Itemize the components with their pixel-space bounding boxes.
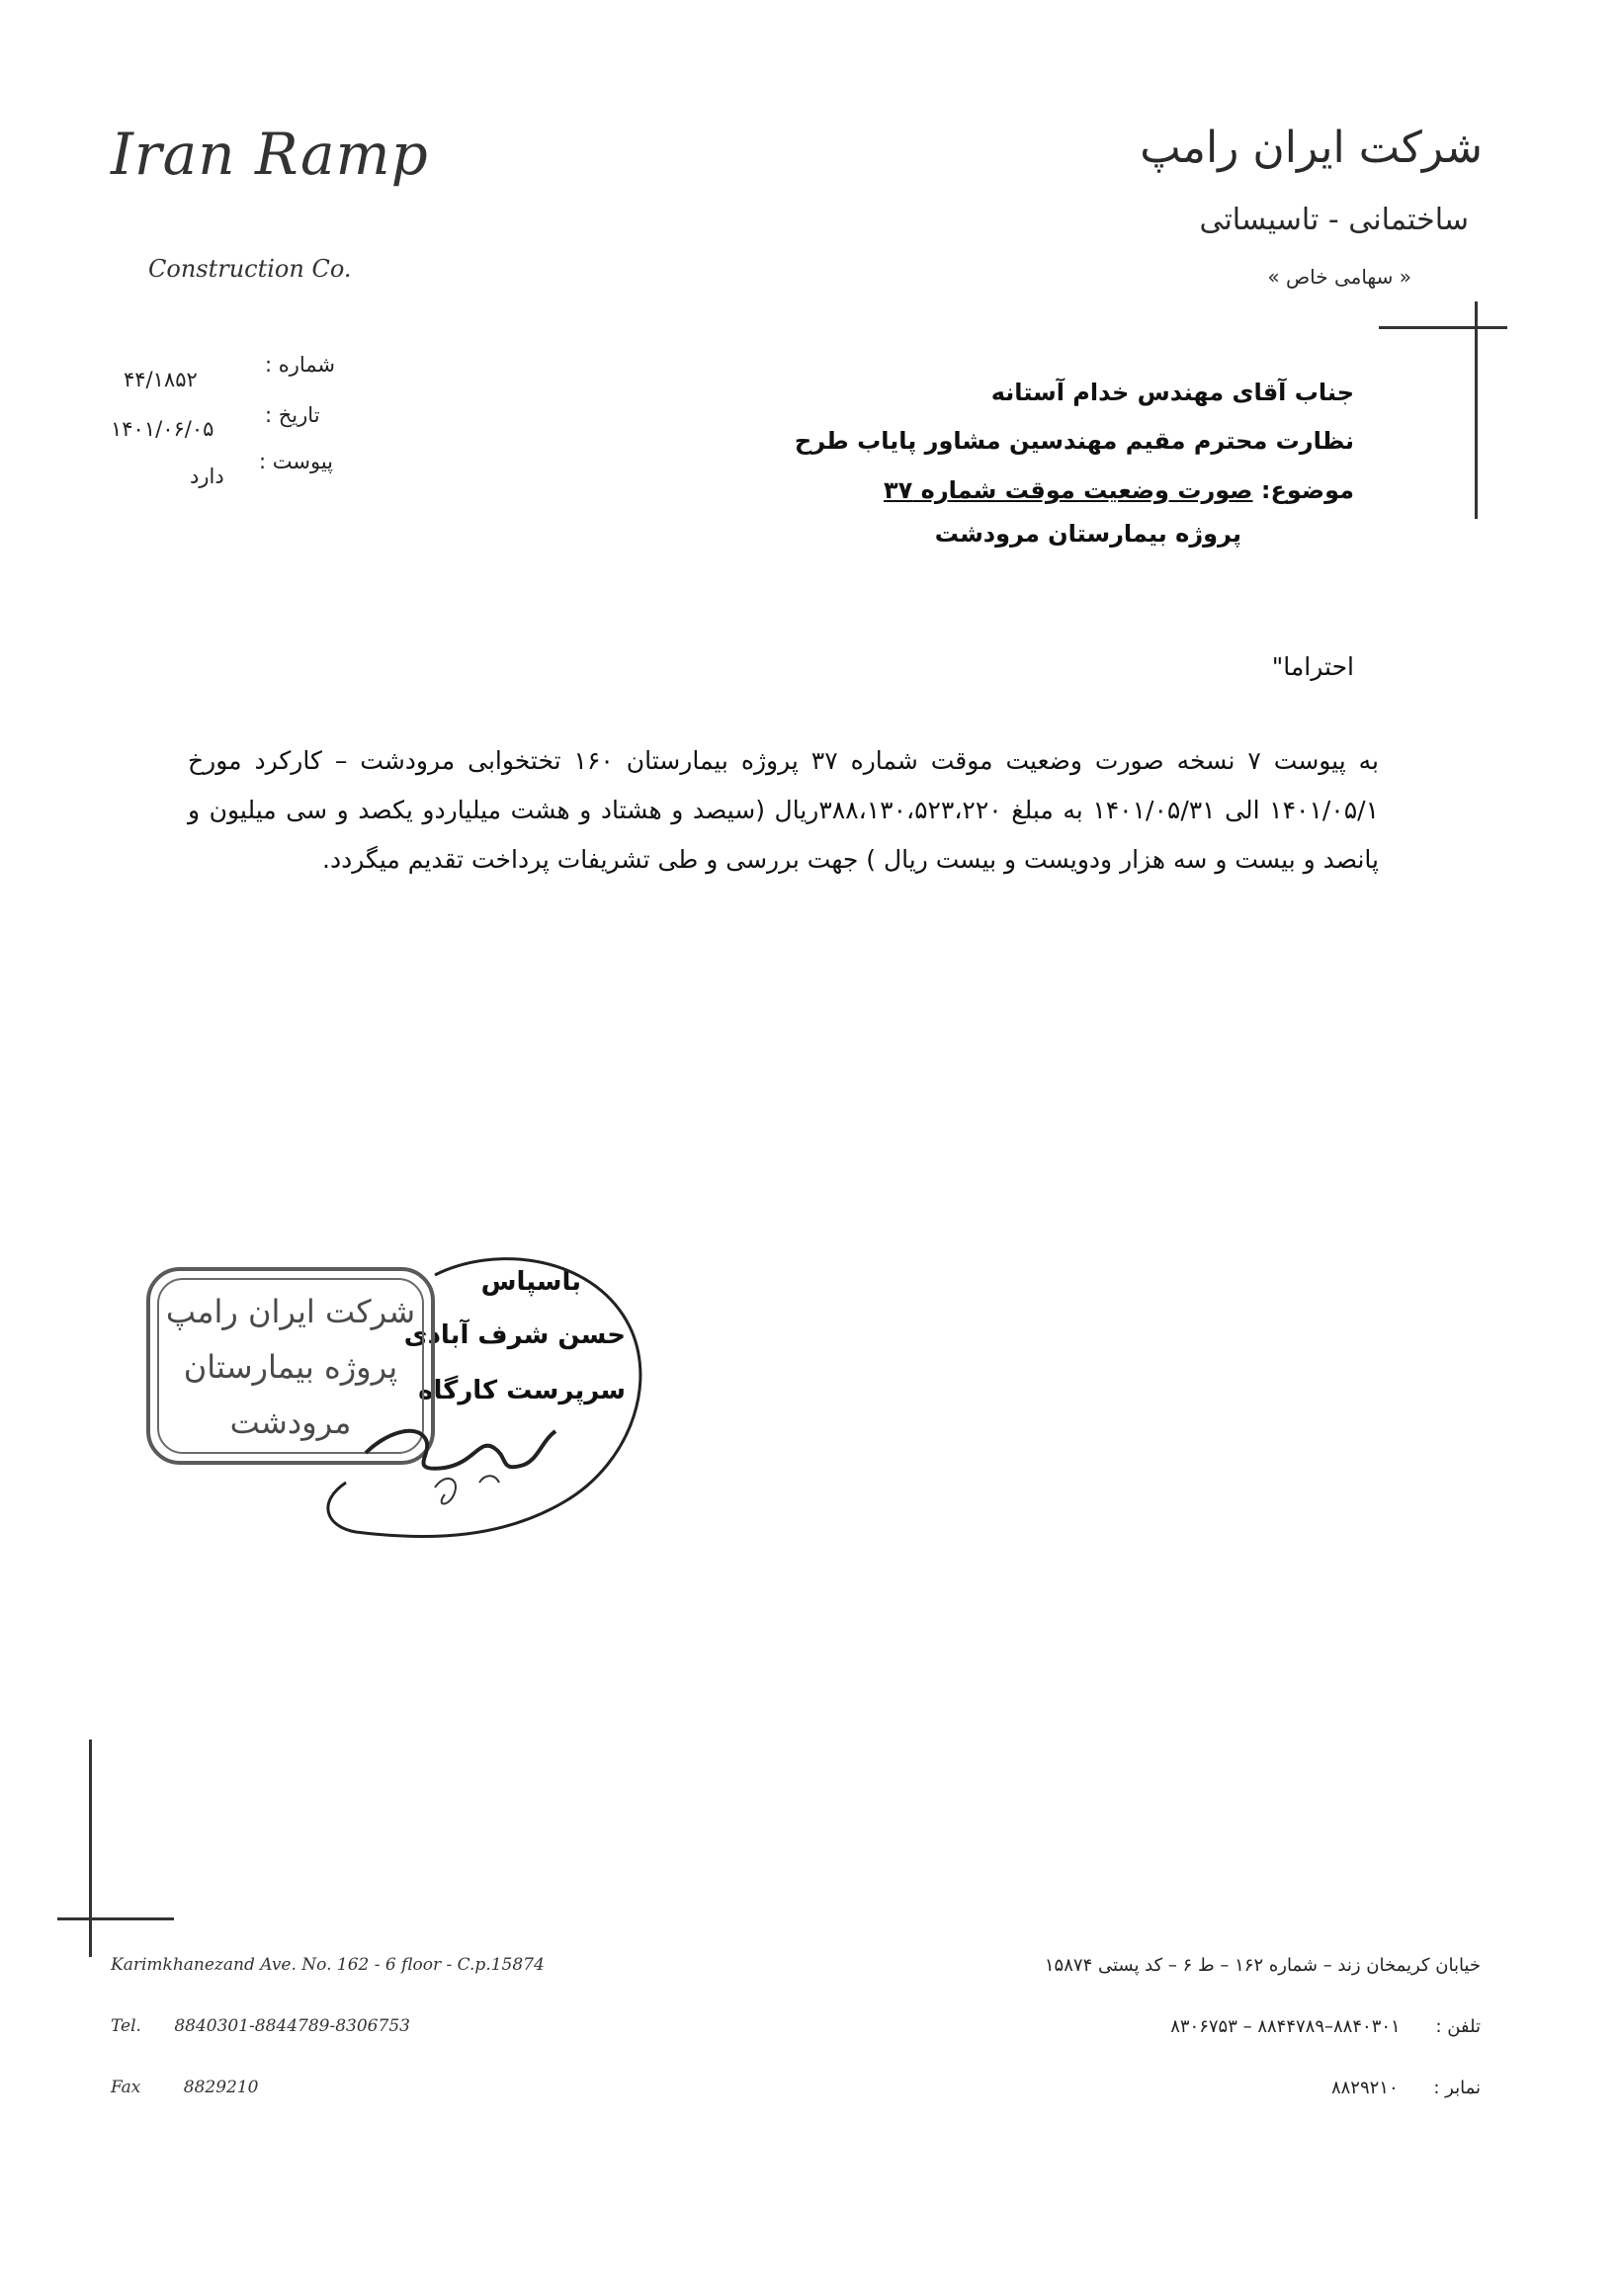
- signatory-title: سرپرست کارگاه: [418, 1376, 626, 1405]
- footer-tel-fa: [1170, 2016, 1481, 2037]
- company-logo-latin: Iran Ramp: [111, 121, 429, 188]
- footer-tel-number-fa: ۸۸۴۰۳۰۱–۸۸۴۴۷۸۹ – ۸۳۰۶۷۵۳: [1170, 2016, 1401, 2037]
- footer-fax-number-en: 8829210: [183, 2078, 259, 2097]
- footer-fax-label-en: Fax: [111, 2078, 141, 2097]
- addressee-line-1: جناب آقای مهندس خدام آستانه: [990, 379, 1354, 406]
- footer-address-fa: خیابان کریمخان زند – شماره ۱۶۲ – ط ۶ – کد پستی ۱۵۸۷۴: [1044, 1955, 1481, 1976]
- letter-body: به پیوست ۷ نسخه صورت وضعیت موقت شماره ۳۷ پروژه بیمارستان ۱۶۰ تختخوابی مرودشت – کارکرد مورخ ۱۴۰۱/۰۵/۱ الی ۱۴۰۱/۰۵/۳۱ به مبلغ ۳۸۸،۱۳۰،۵۲۳،۲۲۰ریال (سیصد و هشتاد و هشت میلیاردو یکصد و سی میلیون و پانصد و بیست و سه هزار ودویست و بیست ریال ) جهت بررسی و طی تشریفات پرداخت تقدیم میگردد.: [188, 746, 1380, 874]
- letter-date-label: تاریخ :: [265, 403, 320, 427]
- letter-number-label: شماره :: [265, 353, 336, 377]
- letter-date-value: ۱۴۰۱/۰۶/۰۵: [111, 417, 214, 441]
- stamp-line-1: شرکت ایران رامپ: [165, 1293, 416, 1330]
- letter-number-value: ۴۴/۱۸۵۲: [124, 368, 198, 391]
- footer-tel-number-en: 8840301-8844789-8306753: [174, 2016, 410, 2036]
- footer-address-en: Karimkhanezand Ave. No. 162 - 6 floor - C.p.15874: [111, 1955, 545, 1975]
- letter-attachment-label: پیوست :: [259, 450, 333, 473]
- subject-value: صورت وضعیت موقت شماره ۳۷: [884, 476, 1253, 504]
- company-logo-subtitle: Construction Co.: [148, 255, 352, 283]
- footer-tel-en: [111, 2016, 410, 2036]
- footer-tel-label-fa: تلفن :: [1435, 2016, 1481, 2037]
- handwritten-signature: [297, 1235, 672, 1552]
- stamp-line-2: پروژه بیمارستان: [183, 1348, 398, 1386]
- footer-fax-en: [111, 2078, 259, 2097]
- signatory-name: حسن شرف آبادی: [403, 1320, 626, 1350]
- bottom-left-crosshair-vertical: [89, 1740, 92, 1957]
- subject-label: موضوع:: [1260, 476, 1354, 504]
- top-right-crosshair-vertical: [1475, 301, 1478, 519]
- company-legal-form: « سهامی خاص »: [1267, 265, 1411, 289]
- footer-fax-number-fa: ۸۸۲۹۲۱۰: [1330, 2078, 1399, 2098]
- signature-closing: باسپاس: [480, 1267, 581, 1297]
- top-right-crosshair-horizontal: [1379, 326, 1507, 329]
- project-name: پروژه بیمارستان مرودشت: [934, 520, 1241, 548]
- company-type: ساختمانی - تاسیساتی: [1199, 203, 1469, 237]
- bottom-left-crosshair-horizontal: [57, 1917, 174, 1920]
- stamp-line-3: مرودشت: [229, 1403, 352, 1441]
- company-name: شرکت ایران رامپ: [1140, 123, 1483, 173]
- letter-attachment-value: دارد: [190, 465, 224, 488]
- addressee-line-2: نظارت محترم مقیم مهندسین مشاور پایاب طرح: [794, 427, 1354, 455]
- footer-fax-label-fa: نمابر :: [1433, 2078, 1481, 2098]
- footer-fax-fa: [1331, 2078, 1481, 2098]
- greeting: احتراما": [1271, 652, 1354, 681]
- subject-line: [884, 476, 1354, 504]
- footer-tel-label-en: Tel.: [111, 2016, 141, 2036]
